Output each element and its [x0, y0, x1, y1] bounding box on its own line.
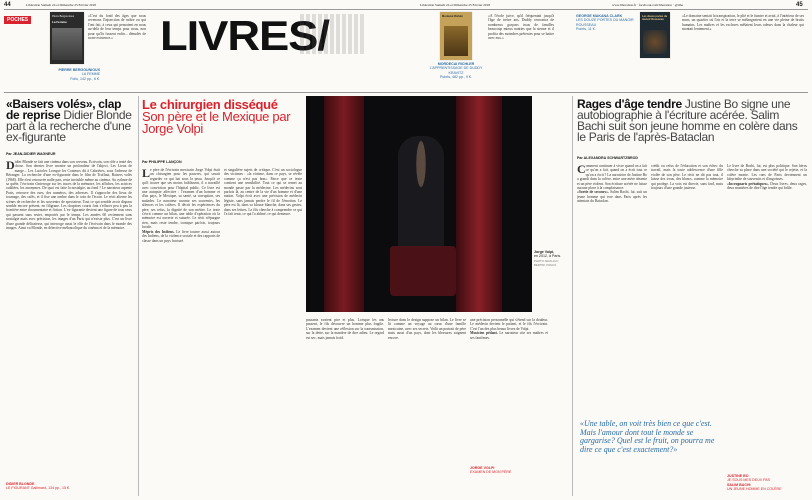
book3-author: SALIM BACHI [727, 482, 751, 487]
book-meta: LE FIGURANT Gallimard, 134 pp., 15 €. [6, 486, 71, 491]
photo-caption [534, 250, 566, 267]
book-caption-richler [425, 62, 487, 79]
caption-sub: LA FEMME [81, 72, 100, 77]
title-hatch-decor [300, 14, 366, 54]
col-rule-1 [138, 96, 139, 496]
book-cover-clark [640, 12, 670, 58]
article3-subhead1: «Sortie de secours». [577, 190, 609, 195]
article2-book-box [470, 466, 548, 475]
article3-byline: Par ALEXANDRA SCHWARTZBROD [577, 156, 639, 160]
book-caption-clark [576, 14, 634, 31]
caption-title: GEORGE MAKANA CLARK [576, 14, 623, 18]
photo-chair [390, 246, 456, 296]
article2-subhead: Mépris des Indiens. [142, 229, 175, 234]
book-cover-richler [440, 12, 472, 60]
musician-subhead: Musicien pédant. [470, 331, 498, 336]
article1-byline: Par JEAN-DIDIER WAGNEUR [6, 152, 56, 156]
article2-headline [142, 99, 302, 135]
left-paper-name: Libération [26, 3, 41, 7]
photo-caption-place: en 2012, à Paris. [534, 254, 562, 259]
article3-title: Rages d'âge tendre [577, 97, 682, 111]
cover-illustration [444, 26, 468, 56]
article3-pullquote: «Une table, on voit très bien ce que c'est. Mais l'amour dont tout le monde se gargarise? Quel est le fruit, on pourra me dire ce que c'est exactement?» [580, 419, 715, 454]
right-web-links: www.liberation.fr · facebook.com/liberation · @libe [612, 3, 683, 7]
col-rule-2 [572, 96, 573, 496]
left-page-number: 44 [4, 2, 11, 8]
right-date: Samedi 24 et Dimanche 25 Février 2018 [434, 3, 490, 7]
caption-meta: Points, 482 pp., 9 €. [440, 74, 472, 79]
caption-meta: Points, 11 €. [576, 26, 596, 31]
article3-subhead2: «Incrognaris prétatiques». [727, 181, 770, 186]
richler-blurb: «A l'école juive, qu'il fréquentait jusqu'à l'âge de treize ans, Duddy rencontra de nombreux garçons issus de familles beaucoup mieux nanties que la sienne et il profita des moindres prétextes pour se battre avec eux.» [488, 14, 554, 41]
cover-illustration [643, 30, 667, 54]
article2-body-col5: une précision personnelle qui s'étend sur la douleur. Le médecin devient le patient, et le fils l'écrivain. C'est l'un des plus beaux livres de Volpi. Musicien pédant. Le narrateur cite ses maîtres et ses fantômes. [470, 318, 548, 340]
article3-subtitle: Justine Bo signe une autobiographie à l'écriture acérée. Salim Bachi suit son jeune homme en colère dans le Paris de l'après-Bataclan [577, 97, 798, 144]
article2-byline: Par PHILIPPE LANÇON [142, 160, 182, 164]
photo-curtain-left [324, 96, 364, 312]
poches-label: POCHES [4, 16, 31, 24]
clark-blurb: «Le domaine sentait la transpiration, le plié et le fumier et avait, à l'intérieur de ses murs, un quartier où l'air et la terre se mélangeaient en une vie pleine de bruits humains. Les maîtres et les esclaves mêlaient leurs odeurs dans la chaleur qui montait lentement.» [682, 14, 804, 32]
caption-meta: Folio, 142 pp., 6 €. [70, 76, 100, 81]
book-cover-bergounioux [50, 12, 84, 64]
twitter-link[interactable]: @libe [674, 3, 683, 7]
article1-subtitle: Didier Blonde part à la recherche d'une ex-figurante [6, 108, 132, 144]
left-date: Samedi 24 et Dimanche 25 Février 2018 [40, 3, 96, 7]
right-running-head [420, 3, 490, 7]
facebook-link[interactable]: facebook.com/liberation [638, 3, 672, 7]
caption-sub: L'APPRENTISSAGE DE DUDDY KRAVITZ [429, 66, 483, 75]
header-rule [4, 9, 808, 10]
cover-title: Les douze portes du manoir Rousseau [642, 15, 668, 21]
book2-author: JUSTINE BO [727, 474, 749, 478]
article3-body-col3: Le livre de Bachi, lui, est plus politique. Son héros cherche sa place dans une société qui le rejette, et la colère monte. Les rues de Paris deviennent un labyrinthe de souvenirs et d'angoisses. «Incrognaris prétatiques». Deux livres, deux rages, deux manières de dire l'âge tendre qui brûle. [727, 164, 807, 191]
article3-book-boxes [727, 474, 807, 491]
livres-section-title: LIVRES/ [160, 12, 329, 59]
article2-body-col1: Le père de l'écrivain mexicain Jorge Volpi était un chirurgien pour les pauvres, qui savait regarder ce qui bat sous la peau. Jusqu'à ce qu'il trouve que ses moins faiblissent, il a travaillé avec conviction pour l'hôpital public. Ce livre est une autopsie affective : l'examen d'un homme et d'un pays, le Mexique, sa santé, sa corruption, ses malades. Le narrateur raconte ses souvenirs, les silences et les colères. Il décrit les expériences du père, ses refus, la dignité de son métier. Le texte s'écrit comme un bilan, une table d'opération où la mémoire est ouverte et suturée. Le récit n'épargne rien, mais reste tendre, ironique parfois, toujours lucide. Mépris des Indiens. Le livre tourne aussi autour des Indiens, de la violence sociale et des rapports de classe dans un pays fracturé. [142, 168, 220, 243]
article3-headline [577, 99, 807, 143]
bergounioux-blurb: «C'est du fond des âges que nous revenons l'injonction de naître ou qui l'ont fait, à ceux qui pensaient en nous au-delà de leur temps pour nous, non pour qu'ils fussent enfin... dénudés de notre existence.» [88, 14, 146, 41]
cover-author: Mordecai Richler [442, 15, 463, 18]
cover-author: Pierre Bergounioux [52, 15, 75, 18]
volpi-portrait-photo [306, 96, 532, 312]
right-paper-name: Libération [420, 3, 435, 7]
book-author: JORGE VOLPI [470, 466, 495, 470]
article2-body-col3: passants avaient pire et plus. Lorsque les ans passent, le fils découvre un homme plus fragile. L'examen devient une réflexion sur la transmission, sur la dette, sur la manière de dire adieu. Le regard est sec, mais jamais froid. [306, 318, 384, 340]
caption-title: PIERRE BERGOUNIOUX [58, 68, 100, 72]
article2-subtitle: Son père et le Mexique par Jorge Volpi [142, 109, 291, 136]
article1-body: Didier Blonde se fait une cinéma dans son cerveau. Ecrivain, son rôle a tenté des chose. Son dernier livre montre un profondeur de l'abject, Les Lieux de marge... Les Lucioles Lorsque les Conteurs dit à Cabrières, sous l'adresse de Béranger. La recherche d'une ex-figurante dans le film de Truffaut, Baisers volés (1968). Elle n'est retrouvée nulle part, reste invisible même au cinéma. Au rythme de sa quête, l'écrivain s'interroge sur les traces de la mémoire, les affiches, les actrices oubliées, les anonymes. De quoi est faite la nostalgie, au fond ? Le narrateur arpente Paris, retrouve des rues, des numéros, des adresses. Il s'approche des lieux de tournage, des cafés, et il fixe une ombre dans le coin de l'écran. Le récit alterne les scènes de recherche et les souvenirs de spectateur. Tout ce qui semble avoir disparu semble encore présent, en filigrane. Les chapitres courts font s'effacer peu à peu la frontière entre documentaire et fiction. L'ex-figurante devient une figure de tous ceux qui passent sans rester, emportés par le temps. Les années 60 reviennent sans nostalgie mais avec précision, les images d'un Paris qui n'existe plus. C'est un livre d'une grande délicatesse, qui interroge aussi le rôle de l'écrivain dans le monde des images. Ainsi va Blonde, en détective mélancolique du cinéma et de la mémoire. [6, 160, 132, 231]
article1-book-box [6, 482, 132, 491]
article1-title: «Baisers volés», clap de reprise [6, 97, 122, 122]
top-band-rule [4, 92, 808, 93]
left-running-head [26, 3, 96, 7]
right-page-number: 45 [796, 2, 803, 8]
article2-body-col4: lecture dans le design suppose un bilan. Le livre se lit comme un voyage au cœur d'une famille mexicaine, avec ses secrets. Voilà un portrait de père mais aussi d'un pays, dont les blessures saignent encore. [388, 318, 466, 340]
book3-title: UN JEUNE HOMME EN COLÈRE [727, 486, 782, 491]
article1-headline [6, 99, 134, 143]
photo-curtain-right [456, 96, 502, 312]
photo-caption-name: Jorge Volpi, [534, 250, 555, 254]
caption-sub: LES DOUZE PORTES DU MANOIR ROUSSEAU [576, 18, 634, 27]
article3-body-col2: crédit ou refus de l'éducation et son échec du travail, mais la toute adolescence d'une fille violée de son père. Le récit ne dit pas tout, il laisse des trous, des blancs, comme la mémoire qui protège. La voix est directe, sans fard, mais toujours d'une grande justesse. [651, 164, 723, 191]
caption-title: MORDECAI RICHLER [437, 62, 475, 66]
article2-title: Le chirurgien disséqué [142, 97, 278, 112]
book2-title: JE SOUS MES DEUX PAS [727, 478, 771, 483]
website-link[interactable]: www.liberation.fr [612, 3, 637, 7]
article2-body-col2: et singulière sujets de critique. C'est un sociologue des victimes : «la victime, dans ce pays, se révèle comme ça n'est pas bon». Parce que ce texte contient une sensibilité. Tout ce qui se remet au monde passe par la médecine. Les médecins sont parfois là, au centre de la vie d'un homme et d'une nation. Volpi écrit avec une précision de médecin légiste, sans jamais perdre le fil de l'émotion. Le père est là, dans sa blouse blanche, dans ses gestes, dans ses lettres. Le fils cherche à comprendre ce qui l'a fait tenir, ce qui l'a abîmé, ce qui demeure. [224, 168, 302, 217]
photo-credit: PHOTO JEAN-LUC BERTINI. PASCO [534, 258, 559, 267]
book-title: EXAMEN DE MON PÈRE [470, 470, 512, 475]
article3-body-col1: Comment continuer à vivre quand on a fait ce qu'on a fait, quand on a écrit tout ce qu'on a écrit ? La narratrice de Justine Bo a grandi dans la colère, entre une mère absente et un père violent. Son écriture acérée ne laisse aucune place à la complaisance. «Sortie de secours». Salim Bachi, lui, suit un jeune homme qui erre dans Paris après les attentats du Bataclan. [577, 164, 647, 204]
cover-title: La Femme [52, 20, 67, 24]
book-author: DIDIER BLONDE [6, 482, 35, 486]
cover-photo [52, 28, 82, 60]
